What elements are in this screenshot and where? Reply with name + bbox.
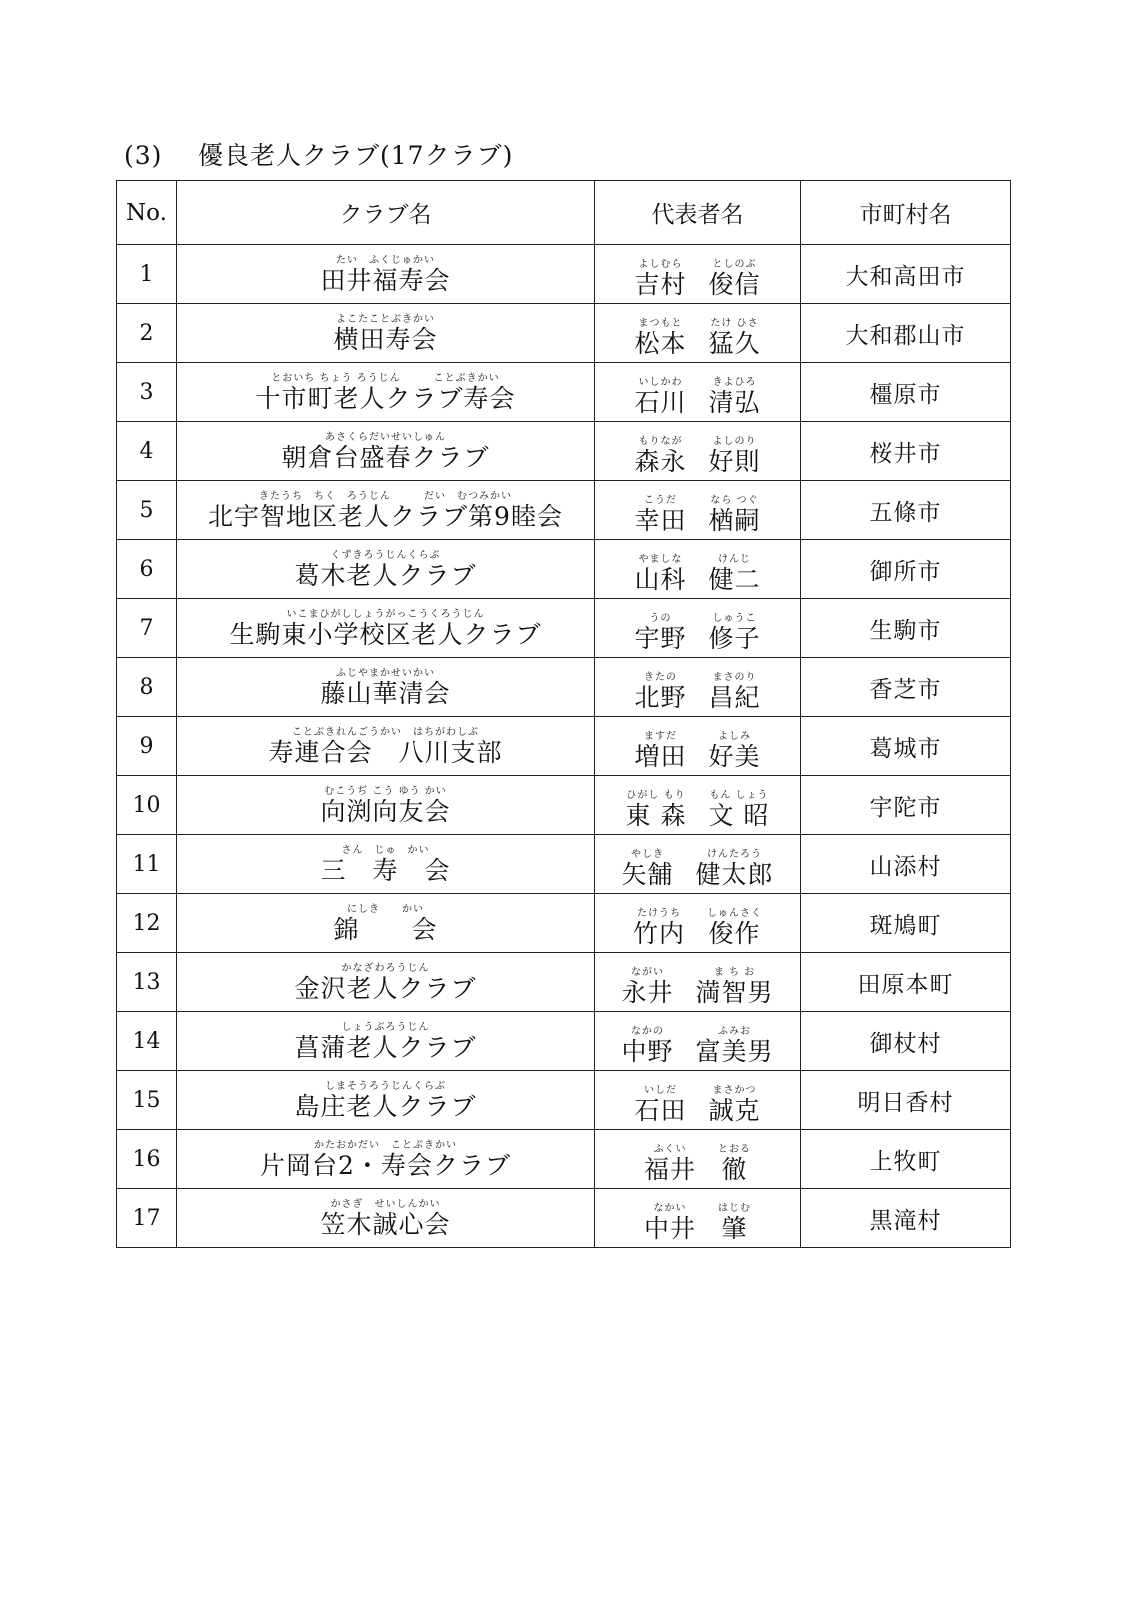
representative-cell — [595, 422, 801, 481]
given-name-ruby: もん しょう — [709, 789, 769, 801]
club-name — [294, 1082, 476, 1119]
family-name-ruby: いしかわ — [638, 376, 683, 388]
row-number: 16 — [117, 1130, 177, 1189]
club-name — [320, 1200, 450, 1237]
row-number: 17 — [117, 1189, 177, 1248]
club-name-text: 朝倉台盛春クラブ — [281, 442, 490, 472]
given-name-text: 猛久 — [708, 328, 761, 358]
club-name-ruby: ふじやまかせいかい — [335, 667, 435, 679]
representative-family-name — [634, 496, 686, 533]
table-row — [117, 835, 1011, 894]
table-row — [117, 540, 1011, 599]
family-name-ruby: ますだ — [643, 730, 677, 742]
representative-given-name — [707, 909, 762, 946]
representative-family-name — [626, 791, 687, 828]
family-name-ruby: ひがし もり — [626, 789, 686, 801]
row-number: 4 — [117, 422, 177, 481]
representative-cell — [595, 717, 801, 776]
table-row — [117, 658, 1011, 717]
given-name-ruby: たけ ひさ — [710, 317, 759, 329]
table-row — [117, 1189, 1011, 1248]
club-name-text: 向渕向友会 — [320, 796, 451, 826]
representative-cell — [595, 776, 801, 835]
municipality-cell: 大和郡山市 — [801, 304, 1011, 363]
club-name-cell — [177, 481, 595, 540]
club-name — [320, 787, 450, 824]
club-name-ruby: きたうち ちく ろうじん だい むつみかい — [258, 490, 512, 502]
family-name-text: 石田 — [634, 1095, 687, 1125]
club-name-ruby: ことぶきれんごうかい はちがわしぶ — [291, 726, 479, 738]
table-row — [117, 894, 1011, 953]
club-name-text: 片岡台2・寿会クラブ — [260, 1150, 511, 1180]
municipality-cell: 五條市 — [801, 481, 1011, 540]
club-name-cell — [177, 953, 595, 1012]
representative-cell — [595, 363, 801, 422]
club-name-text: 錦 会 — [333, 914, 438, 944]
municipality-cell: 香芝市 — [801, 658, 1011, 717]
representative-cell — [595, 540, 801, 599]
given-name-text: 昌紀 — [708, 682, 761, 712]
representative-cell — [595, 481, 801, 540]
municipality-cell: 桜井市 — [801, 422, 1011, 481]
family-name-text: 中井 — [643, 1213, 696, 1243]
given-name-text: 満智男 — [695, 977, 774, 1007]
row-number: 12 — [117, 894, 177, 953]
club-name-ruby: よこたことぶきかい — [335, 313, 435, 325]
family-name-ruby: きたの — [643, 671, 677, 683]
family-name-ruby: なかの — [630, 1025, 664, 1037]
given-name-ruby: はじむ — [718, 1202, 751, 1214]
club-name — [260, 1141, 511, 1178]
given-name-text: 文 昭 — [708, 800, 770, 830]
club-name — [333, 905, 437, 942]
municipality-cell: 明日香村 — [801, 1071, 1011, 1130]
table-row — [117, 481, 1011, 540]
family-name-text: 増田 — [634, 741, 687, 771]
given-name-text: 徹 — [721, 1154, 748, 1184]
given-name-ruby: まさのり — [712, 671, 757, 683]
club-name-cell — [177, 599, 595, 658]
given-name-ruby: けんたろう — [707, 848, 762, 860]
family-name-text: 北野 — [634, 682, 687, 712]
club-name — [255, 374, 515, 411]
table-row — [117, 1012, 1011, 1071]
representative-cell — [595, 1012, 801, 1071]
section-heading — [124, 136, 513, 172]
club-name — [294, 964, 476, 1001]
representative-family-name — [644, 1145, 696, 1182]
given-name-text: 誠克 — [708, 1095, 761, 1125]
header-club-name: クラブ名 — [177, 181, 595, 245]
table-row — [117, 776, 1011, 835]
representative-cell — [595, 953, 801, 1012]
club-name-text: 十市町老人クラブ寿会 — [255, 383, 516, 413]
representative-cell — [595, 658, 801, 717]
given-name-ruby: とおる — [718, 1143, 751, 1155]
header-municipality: 市町村名 — [801, 181, 1011, 245]
representative-family-name — [633, 909, 685, 946]
given-name-ruby: としのぶ — [712, 258, 757, 270]
row-number: 15 — [117, 1071, 177, 1130]
representative-given-name — [709, 437, 761, 474]
row-number: 1 — [117, 245, 177, 304]
family-name-text: 宇野 — [634, 623, 687, 653]
municipality-cell: 橿原市 — [801, 363, 1011, 422]
municipality-cell: 生駒市 — [801, 599, 1011, 658]
representative-cell — [595, 304, 801, 363]
given-name-text: 清弘 — [708, 387, 761, 417]
club-name-cell — [177, 835, 595, 894]
club-name-cell — [177, 304, 595, 363]
municipality-cell: 山添村 — [801, 835, 1011, 894]
given-name-text: 好美 — [708, 741, 761, 771]
family-name-text: 幸田 — [634, 505, 687, 535]
club-name-text: 寿連合会 八川支部 — [268, 737, 503, 767]
club-name-ruby: たい ふくじゅかい — [335, 254, 435, 266]
representative-given-name — [709, 791, 770, 828]
given-name-ruby: ふみお — [718, 1025, 751, 1037]
table-row — [117, 363, 1011, 422]
club-name — [268, 728, 502, 765]
representative-given-name — [696, 968, 774, 1005]
club-name-ruby: しまそうろうじんくらぶ — [324, 1080, 446, 1092]
representative-family-name — [634, 732, 686, 769]
given-name-ruby: けんじ — [718, 553, 751, 565]
representative-cell — [595, 1189, 801, 1248]
row-number: 9 — [117, 717, 177, 776]
representative-family-name — [634, 555, 686, 592]
representative-cell — [595, 1130, 801, 1189]
family-name-text: 竹内 — [632, 918, 685, 948]
given-name-text: 健太郎 — [695, 859, 774, 889]
row-number: 5 — [117, 481, 177, 540]
row-number: 3 — [117, 363, 177, 422]
family-name-text: 福井 — [643, 1154, 696, 1184]
representative-cell — [595, 894, 801, 953]
club-name-cell — [177, 1189, 595, 1248]
row-number: 6 — [117, 540, 177, 599]
club-name-cell — [177, 245, 595, 304]
club-name-ruby: かたおかだい ことぶきかい — [313, 1139, 457, 1151]
section-number: (3) — [124, 141, 163, 170]
municipality-cell: 葛城市 — [801, 717, 1011, 776]
given-name-ruby: よしのり — [712, 435, 757, 447]
club-name-ruby: さん じゅ かい — [341, 844, 430, 856]
section-title: 優良老人クラブ(17クラブ) — [198, 141, 514, 170]
club-name-text: 田井福寿会 — [320, 265, 451, 295]
family-name-text: 永井 — [621, 977, 674, 1007]
representative-given-name — [709, 260, 761, 297]
family-name-ruby: たけうち — [636, 907, 681, 919]
municipality-cell: 黒滝村 — [801, 1189, 1011, 1248]
given-name-text: 俊作 — [708, 918, 761, 948]
representative-family-name — [634, 614, 686, 651]
representative-given-name — [709, 614, 761, 651]
club-name — [320, 846, 450, 883]
given-name-ruby: まさかつ — [712, 1084, 757, 1096]
given-name-text: 富美男 — [695, 1036, 774, 1066]
club-name-ruby: くずきろうじんくらぶ — [330, 549, 441, 561]
club-name-ruby: しょうぶろうじん — [341, 1021, 430, 1033]
row-number: 13 — [117, 953, 177, 1012]
representative-given-name — [709, 319, 761, 356]
representative-cell — [595, 1071, 801, 1130]
representative-given-name — [709, 732, 761, 769]
club-name-text: 金沢老人クラブ — [294, 973, 477, 1003]
club-name — [320, 256, 450, 293]
municipality-cell: 田原本町 — [801, 953, 1011, 1012]
table-row — [117, 245, 1011, 304]
given-name-text: 俊信 — [708, 269, 761, 299]
club-name — [294, 1023, 476, 1060]
club-name — [294, 551, 476, 588]
club-name-ruby: むこうぢ こう ゆう かい — [324, 785, 447, 797]
row-number: 2 — [117, 304, 177, 363]
club-name — [229, 610, 541, 647]
municipality-cell: 斑鳩町 — [801, 894, 1011, 953]
family-name-ruby: やましな — [638, 553, 683, 565]
representative-given-name — [718, 1145, 751, 1182]
family-name-ruby: ふくい — [653, 1143, 687, 1155]
representative-given-name — [709, 378, 761, 415]
table-row — [117, 717, 1011, 776]
representative-cell — [595, 835, 801, 894]
club-name-text: 北宇智地区老人クラブ第9睦会 — [208, 501, 563, 531]
representative-cell — [595, 245, 801, 304]
club-name-cell — [177, 776, 595, 835]
table-row — [117, 1071, 1011, 1130]
representative-family-name — [621, 1027, 673, 1064]
given-name-ruby: ま ち お — [713, 966, 756, 978]
header-representative: 代表者名 — [595, 181, 801, 245]
row-number: 14 — [117, 1012, 177, 1071]
given-name-text: 楢嗣 — [708, 505, 761, 535]
family-name-ruby: うの — [649, 612, 672, 624]
club-name-text: 笠木誠心会 — [320, 1209, 451, 1239]
club-name-text: 横田寿会 — [333, 324, 438, 354]
municipality-cell: 御所市 — [801, 540, 1011, 599]
representative-cell — [595, 599, 801, 658]
club-name-text: 菖蒲老人クラブ — [294, 1032, 477, 1062]
family-name-text: 森永 — [634, 446, 687, 476]
representative-given-name — [696, 850, 774, 887]
table-row — [117, 1130, 1011, 1189]
table-row — [117, 304, 1011, 363]
club-name — [333, 315, 437, 352]
club-name-text: 藤山華清会 — [320, 678, 451, 708]
club-name — [320, 669, 450, 706]
club-name-cell — [177, 658, 595, 717]
municipality-cell: 上牧町 — [801, 1130, 1011, 1189]
family-name-ruby: なかい — [653, 1202, 687, 1214]
given-name-text: 肇 — [721, 1213, 748, 1243]
given-name-ruby: よしみ — [718, 730, 751, 742]
club-name-text: 葛木老人クラブ — [294, 560, 477, 590]
club-name-ruby: かさぎ せいしんかい — [330, 1198, 441, 1210]
representative-given-name — [696, 1027, 774, 1064]
family-name-ruby: よしむら — [638, 258, 683, 270]
club-name-cell — [177, 1130, 595, 1189]
club-name-text: 三 寿 会 — [320, 855, 451, 885]
club-name-cell — [177, 422, 595, 481]
family-name-ruby: いしだ — [643, 1084, 677, 1096]
representative-family-name — [634, 437, 686, 474]
family-name-ruby: ながい — [630, 966, 664, 978]
municipality-cell: 大和高田市 — [801, 245, 1011, 304]
table-row — [117, 953, 1011, 1012]
family-name-text: 石川 — [634, 387, 687, 417]
representative-given-name — [709, 555, 761, 592]
representative-given-name — [709, 496, 761, 533]
given-name-text: 好則 — [708, 446, 761, 476]
family-name-text: 矢舗 — [621, 859, 674, 889]
family-name-text: 松本 — [634, 328, 687, 358]
club-name-cell — [177, 1071, 595, 1130]
table-row — [117, 599, 1011, 658]
representative-given-name — [709, 673, 761, 710]
given-name-text: 健二 — [708, 564, 761, 594]
table-header-row — [117, 181, 1011, 245]
club-name-ruby: いこまひがししょうがっこうくろうじん — [286, 608, 485, 620]
club-name-ruby: かなざわろうじん — [341, 962, 430, 974]
header-no: No. — [117, 181, 177, 245]
family-name-ruby: こうだ — [643, 494, 677, 506]
given-name-text: 修子 — [708, 623, 761, 653]
club-name-text: 島庄老人クラブ — [294, 1091, 477, 1121]
representative-family-name — [634, 673, 686, 710]
representative-given-name — [709, 1086, 761, 1123]
club-name-ruby: あさくらだいせいしゅん — [324, 431, 446, 443]
club-name — [281, 433, 489, 470]
representative-family-name — [621, 850, 673, 887]
club-name-cell — [177, 363, 595, 422]
club-table — [116, 180, 1011, 1248]
row-number: 11 — [117, 835, 177, 894]
given-name-ruby: きよひろ — [712, 376, 757, 388]
family-name-text: 吉村 — [634, 269, 687, 299]
club-name-cell — [177, 1012, 595, 1071]
given-name-ruby: しゅうこ — [712, 612, 757, 624]
row-number: 7 — [117, 599, 177, 658]
representative-given-name — [718, 1204, 751, 1241]
row-number: 8 — [117, 658, 177, 717]
table-row — [117, 422, 1011, 481]
club-name-ruby: にしき かい — [346, 903, 424, 915]
family-name-text: 東 森 — [625, 800, 687, 830]
family-name-ruby: もりなが — [638, 435, 683, 447]
club-name-cell — [177, 894, 595, 953]
family-name-ruby: まつもと — [638, 317, 683, 329]
family-name-text: 山科 — [634, 564, 687, 594]
representative-family-name — [634, 1086, 686, 1123]
representative-family-name — [621, 968, 673, 1005]
representative-family-name — [634, 378, 686, 415]
given-name-ruby: なら つぐ — [710, 494, 759, 506]
municipality-cell: 宇陀市 — [801, 776, 1011, 835]
family-name-text: 中野 — [621, 1036, 674, 1066]
representative-family-name — [634, 260, 686, 297]
municipality-cell: 御杖村 — [801, 1012, 1011, 1071]
row-number: 10 — [117, 776, 177, 835]
club-name-text: 生駒東小学校区老人クラブ — [229, 619, 542, 649]
representative-family-name — [644, 1204, 696, 1241]
given-name-ruby: しゅんさく — [707, 907, 762, 919]
representative-family-name — [634, 319, 686, 356]
club-name-cell — [177, 540, 595, 599]
club-name — [208, 492, 563, 529]
club-name-cell — [177, 717, 595, 776]
family-name-ruby: やしき — [630, 848, 664, 860]
club-name-ruby: とおいち ちょう ろうじん ことぶきかい — [271, 372, 500, 384]
